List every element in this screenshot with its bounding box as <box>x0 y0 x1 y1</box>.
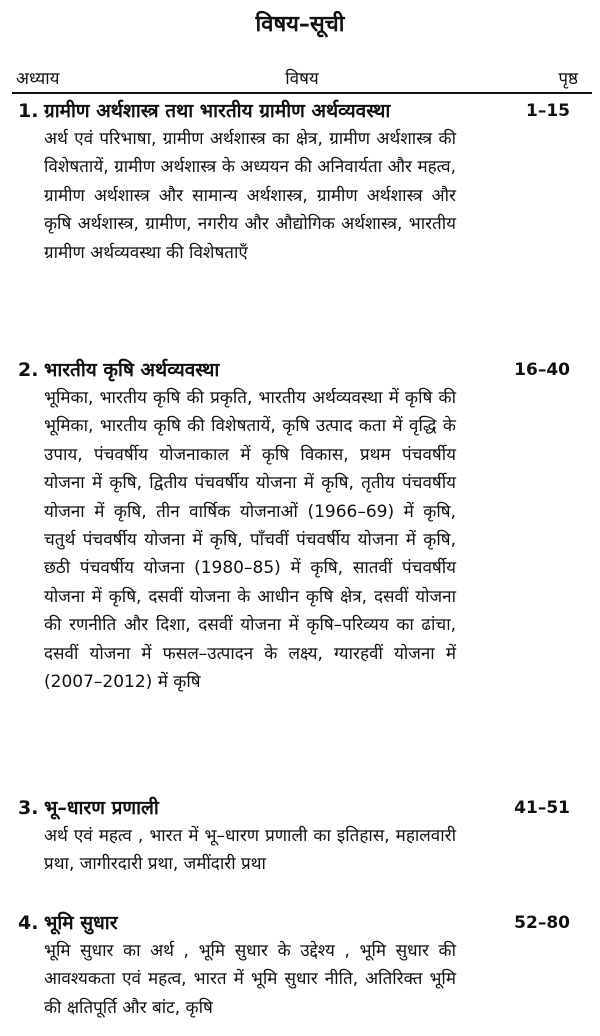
toc-entry-2 <box>18 357 588 696</box>
chapter-number: 2. <box>18 359 39 381</box>
chapter-number: 4. <box>18 912 39 934</box>
toc-entry-1 <box>18 98 588 267</box>
chapter-description: अर्थ एवं महत्व , भारत में भू–धारण प्रणाली का इतिहास, महालवारी प्रथा, जागीरदारी प्रथा, जमींदारी प्रथा <box>44 826 456 875</box>
toc-entry-heading <box>18 98 588 125</box>
chapter-description: भूमिका, भारतीय कृषि की प्रकृति, भारतीय अर्थव्यवस्था में कृषि की भूमिका, भारतीय कृषि की विशेषतायें, कृषि उत्पाद कता में वृद्धि के उपाय, पंचवर्षीय योजनाकाल में कृषि विकास, प्रथम पंचवर्षीय योजना में कृषि, द्वितीय पंचवर्षीय योजना में कृषि, तृतीय पंचवर्षीय योजना में कृषि, तीन वार्षिक योजनाओं (1966–69) में कृषि, चतुर्थ पंचवर्षीय योजना में कृषि, पाँचवीं पंचवर्षीय योजना में कृषि, छठी पंचवर्षीय योजना (1980–85) में कृषि, सातवीं पंचवर्षीय योजना में कृषि, दसवीं योजना के आधीन कृषि क्षेत्र, दसवीं योजना की रणनीति और दिशा, दसवीं योजना में कृषि–परिव्यय का ढांचा, दसवीं योजना में फसल–उत्पादन के लक्ष्य, ग्यारहवीं योजना में (2007–2012) में कृषि <box>44 388 456 693</box>
chapter-title: भू–धारण प्रणाली <box>44 797 159 819</box>
chapter-title: भारतीय कृषि अर्थव्यवस्था <box>44 359 220 381</box>
page-title: विषय–सूची <box>255 12 345 37</box>
toc-entry-heading <box>18 795 588 822</box>
chapter-title: ग्रामीण अर्थशास्त्र तथा भारतीय ग्रामीण अर्थव्यवस्था <box>44 100 391 122</box>
chapter-pages: 52–80 <box>514 913 570 933</box>
toc-entry-4 <box>18 910 588 1022</box>
chapter-description: अर्थ एवं परिभाषा, ग्रामीण अर्थशास्त्र का क्षेत्र, ग्रामीण अर्थशास्त्र की विशेषतायें, ग्रामीण अर्थशास्त्र के अध्ययन की अनिवार्यता और महत्व, ग्रामीण अर्थशास्त्र और सामान्य अर्थशास्त्र, ग्रामीण अर्थशास्त्र और कृषि अर्थशास्त्र, ग्रामीण, नगरीय और औद्योगिक अर्थशास्त्र, भारतीय ग्रामीण अर्थव्यवस्था की विशेषताएँ <box>44 129 456 263</box>
chapter-number: 3. <box>18 797 39 819</box>
table-header <box>12 66 592 94</box>
toc-entry-3 <box>18 795 588 879</box>
chapter-title: भूमि सुधार <box>44 912 118 934</box>
header-chapter: अध्याय <box>16 69 60 89</box>
header-page: पृष्ठ <box>558 69 578 89</box>
toc-entry-heading <box>18 910 588 937</box>
chapter-description: भूमि सुधार का अर्थ , भूमि सुधार के उद्देश्य , भूमि सुधार की आवश्यकता एवं महत्व, भारत में भूमि सुधार नीति, अतिरिक्त भूमि की क्षतिपूर्ति और बांट, कृषि <box>44 941 456 1018</box>
header-subject: विषय <box>285 69 319 89</box>
chapter-pages: 16–40 <box>514 360 570 380</box>
chapter-pages: 41–51 <box>514 798 570 818</box>
chapter-number: 1. <box>18 100 39 122</box>
toc-entry-heading <box>18 357 588 384</box>
chapter-pages: 1–15 <box>526 101 570 121</box>
